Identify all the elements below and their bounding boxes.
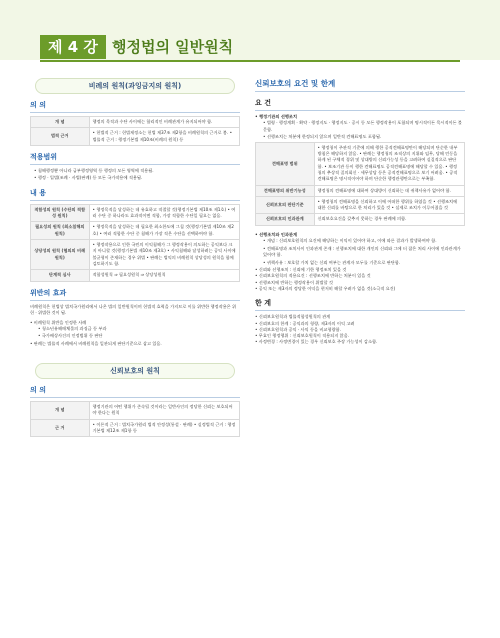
table-value: 적합성원칙 ⇒ 필요성원칙 ⇒ 상당성원칙 (89, 270, 239, 281)
table-value: • 행정목적을 달성하는 데 유효하고 적절할 것(행정기본법 제10조 제1호) • 여러 수단 중 하나라도 효과적이면 적합, 가장 적합한 수단일 필요는 없음. (89, 204, 239, 222)
heading-violation: 위반의 효과 (30, 288, 240, 301)
violation-text: 비례원칙은 헌법상 법치국가원리에서 나온 법의 일반원칙이며 헌법적 효력을 가지므로 이를 위반한 행정작용은 위헌 · 위법한 것이 됨. (30, 303, 237, 316)
list-item: • 개념 : 신뢰보호원칙의 요건에 해당하는 이익이 있어야 하고, 이에 따른 결과가 발생하여야 함. (263, 238, 465, 245)
heading-content: 내 용 (30, 188, 240, 201)
violation-sub: • 비례원칙 위반을 인정한 사례 (30, 319, 87, 325)
table-row (31, 402, 240, 420)
section-pill-proportionality (35, 78, 235, 94)
list-item: • 침해행정뿐 아니라 급부행정영역 등 행정의 모든 영역에 적용됨. (34, 168, 240, 175)
table-value: • 행정작용으로 인한 국민의 이익침해가 그 행정작용이 의도하는 공익보다 크지 아니할 것(행정기본법 제10조 제3호) • 사익침해와 달성하려는 공익 사이에 불균형이 존재하는 경우 위법 • 판례는 법익의 비례원칙 상당성의 원칙을 함께 검토하기도 함. (89, 240, 239, 270)
table-row (31, 128, 240, 146)
table-row (31, 222, 240, 240)
table-value: • 행정청이 주관적 기준에 의해 행한 공적견해표명만이 해당되며 단순한 내부 방침은 해당하지 않음. • 판례는 행정청의 조직상의 지위와 임무, 당해 언동을 하게 된 구체적 경위 및 상대방의 신뢰가능성 등을 고려하여 실질적으로 판단함. • 보조기관 등이 행한 견해표명도 공적견해표명에 해당할 수 있음. • 행정청의 추상적 질의회신 · 세무상담 등은 공적견해표명으로 보기 어려움. • 공적견해표명은 명시적이어야 하며 단순한 행정관행만으로는 부족함. (314, 142, 464, 185)
table-key: 단계적 심사 (31, 270, 90, 281)
table-row (256, 214, 465, 225)
meaning-table (30, 116, 240, 146)
list-item: • 국가배상사건의 인정범위 등 판단 (38, 333, 240, 340)
table-key: 견해표명의 위반기능성 (256, 185, 315, 196)
after-item: • 공익 또는 제3자의 정당한 이익을 현저히 해할 우려가 없을 것(소극적 요건) (255, 285, 396, 291)
table-key: 적합성의 원칙 (수단의 적합성 원칙) (31, 204, 90, 222)
heading-requirements: 요 건 (255, 98, 465, 111)
table-key: 근 거 (31, 419, 90, 437)
list-item: • 청소년유해매체물의 과징금 등 부과 (38, 326, 240, 333)
list-item: • 선행조치는 처분에 한정되지 않으며 일반적 견해표명도 포함됨. (263, 134, 465, 141)
list-item: • 견해표명과 조치사이 인과관계 존재 : 선행조치에 대한 개인의 신뢰와 그에 터 잡은 처리 사이에 인과관계가 있어야 함. (263, 246, 465, 259)
lecture-badge: 제 4 강 (40, 35, 106, 59)
table-row (31, 240, 240, 270)
meaning2-table (30, 401, 240, 437)
table-row (31, 204, 240, 222)
table-value: 행정기관의 어떤 행위가 존속될 것이라는 일반사인의 정당한 신뢰는 보호되어야 한다는 원칙 (89, 402, 239, 420)
list-item: • 법령 · 행정계획 · 확약 · 행정지도 · 행정지도 · 공시 등 모든 행정작용이 포함되며 명시적이든 묵시적이든 불문함. (263, 120, 465, 133)
table-key: 신뢰보호의 인과관계 (256, 214, 315, 225)
table-row (256, 142, 465, 185)
heading-limits: 한 계 (255, 298, 465, 311)
table-value: 신뢰보호요건을 갖추지 못하는 경우 판례에 의함. (314, 214, 464, 225)
table-value: • 행정목적을 달성하는 데 필요한 최소한도에 그칠 것(행정기본법 제10조 제2호) • 여러 적합한 수단 중 침해가 가장 적은 수단을 선택하여야 함. (89, 222, 239, 240)
table-key: 견해표명 범위 (256, 142, 315, 185)
after-item: • 신뢰와 선행조치 : 신뢰에 기한 행정조치 있을 것 (255, 267, 347, 273)
pill-text: 신뢰보호의 원칙 (110, 367, 160, 376)
table-key: 법적 근거 (31, 128, 90, 146)
req-list (263, 120, 465, 141)
content-table (30, 204, 240, 282)
scope-list (34, 168, 240, 182)
table-row (256, 185, 465, 196)
right-column (255, 70, 465, 346)
table-row (31, 419, 240, 437)
limit-item: • 사정변경 : 사정변경이 있는 경우 신뢰보호 주장 가능성이 감소함. (255, 339, 378, 345)
limit-item: • 무효인 행정행위 : 신뢰보호원칙이 적용되지 않음. (255, 333, 350, 339)
after-item: • 선행조치에 반하는 행정작용이 위법할 것 (255, 279, 333, 285)
req-intro: • 행정기관의 선행조치 (255, 114, 297, 119)
table-row (31, 270, 240, 281)
section-pill-trust (35, 363, 235, 379)
table-value: 행정의 목적과 수단 사이에는 합리적인 비례관계가 유지되어야 함. (89, 117, 239, 128)
violation-list (38, 326, 240, 340)
table-value: • 이론적 근거 : 법치국가원리 법적 안정성(통설 · 판례) • 실정법적 근거 : 행정기본법 제12조 제1항 등 (89, 419, 239, 437)
limit-item: • 신뢰보호원칙과 법률적합성원칙의 관계 (255, 314, 331, 320)
table-value: • 헌법적 근거 : 헌법제정소는 헌법 제37조 제2항을 비례원칙의 근거로 봄. • 법률적 근거 : 행정기본법 제10조(비례의 원칙) 등 (89, 128, 239, 146)
pill-text: 비례의 원칙(과잉금지의 원칙) (88, 82, 182, 90)
causation-list (263, 238, 465, 266)
list-item: • 행정 · 입법(조례 · 사법(판례) 등 모든 국가작용에 적용됨. (34, 175, 240, 182)
left-column (30, 70, 240, 443)
heading-scope: 적용범위 (30, 152, 240, 165)
table-row (31, 117, 240, 128)
limit-intro: • 선행조치와 인과관계 (255, 231, 297, 237)
table-key: 상당성의 원칙 (협의의 비례원칙) (31, 240, 90, 270)
limit-item: • 신뢰보호원칙과 공익 · 사익 등을 비교형량함. (255, 326, 341, 332)
after-item: • 신뢰보호원칙의 적용요건 : 선행조치에 반하는 처분이 있을 것 (255, 273, 371, 279)
header-divider (40, 60, 460, 62)
table-key: 신뢰보호의 판단기준 (256, 196, 315, 214)
table-key: 필요성의 원칙 (최소침해의 원칙) (31, 222, 90, 240)
table-value: 행정청의 견해표명에 대하여 상대방이 신뢰하는 데 귀책사유가 없어야 함. (314, 185, 464, 196)
violation-tail: • 판례는 법률적 사례에서 비례원칙을 일관되게 판단기준으로 삼고 있음. (30, 340, 162, 346)
limit-item: • 신뢰보호의 한계 : 공익과의 형량, 제3자의 이익 고려 (255, 320, 355, 326)
requirements-table (255, 142, 465, 226)
table-value: • 행정청의 견해표명을 신뢰하고 이에 어떠한 행위를 하였을 것 • 선행조치에 대한 신뢰를 바탕으로 한 처리가 있을 것 • 실제로 조치가 이루어졌을 것 (314, 196, 464, 214)
right-title: 신뢰보호의 요건 및 한계 (255, 78, 465, 92)
table-key: 개 념 (31, 117, 90, 128)
list-item: • 귀책사유 : 보호할 가치 없는 신뢰 여부는 관계자 모두를 기준으로 판단함. (263, 260, 465, 267)
table-row (256, 196, 465, 214)
page-title: 행정법의 일반원칙 (112, 38, 234, 56)
table-key: 개 념 (31, 402, 90, 420)
heading-meaning: 의 의 (30, 100, 240, 113)
heading-meaning-2: 의 의 (30, 385, 240, 398)
